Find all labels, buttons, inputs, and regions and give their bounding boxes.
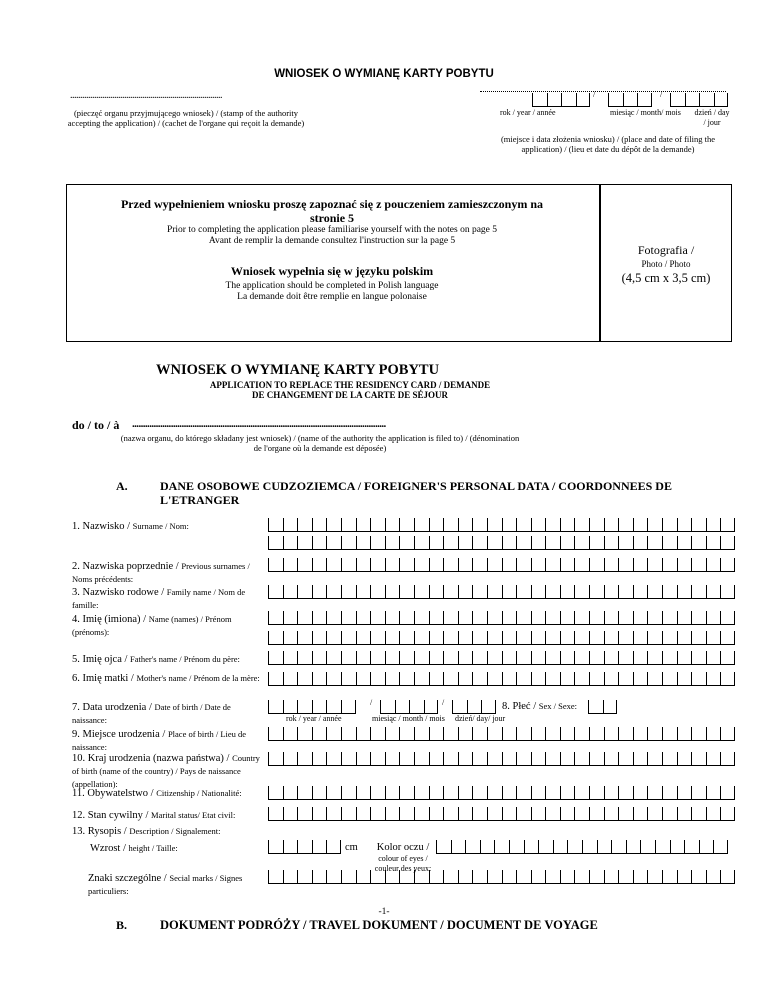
previous-surnames-boxes[interactable] [268,558,735,572]
notice-line2-en: The application should be completed in Polish language [225,281,439,291]
section-b-letter: B. [116,918,128,932]
stamp-dots: ............................................................................ [70,90,222,101]
photo-size: (4,5 cm x 3,5 cm) [621,271,711,285]
birth-place-boxes[interactable] [268,727,735,741]
place-dotted-line [480,91,726,92]
father-name-boxes[interactable] [268,651,735,665]
notice-line1-en: Prior to completing the application please familiarise yourself with the notes on page 5 [166,225,498,235]
notice-line1-bold: Przed wypełnieniem wniosku proszę zapoznać się z pouczeniem zamieszczonym na stronie 5 [120,197,544,225]
page-number: -1- [378,907,390,917]
place-caption: (miejsce i data złożenia wniosku) / (place and date of filing the application) / (lieu et date du dépôt de la demande) [500,134,716,154]
field-birth-country-label: 10. Kraj urodzenia (nazwa państwa) / Country of birth (name of the country) / Pays de naissance (appellation): [72,753,260,789]
addressee-prefix: do / to / à [72,418,120,432]
field-eye-colour-label: Kolor oczu / colour of eyes / couleur des yeux: [374,842,432,873]
photo-label: Fotografia / [637,243,695,257]
birth-month-caption: miesiąc / month / mois [372,714,445,723]
main-subtitle-2: DE CHANGEMENT DE LA CARTE DE SÉJOUR [251,390,449,400]
surname-boxes-1[interactable] [268,518,735,532]
field-special-marks-label: Znaki szczególne / Secial marks / Signes particuliers: [88,873,243,896]
birth-year-caption: rok / year / année [286,714,342,723]
family-name-boxes[interactable] [268,585,735,599]
field-father-name-label: 5. Imię ojca / Father's name / Prénom du père: [72,654,240,665]
notice-line2-fr: La demande doit être remplie en langue polonaise [237,292,427,302]
birth-country-boxes[interactable] [268,752,735,766]
field-birth-place-label: 9. Miejsce urodzenia / Place of birth / Lieu de naissance: [72,729,247,752]
field-citizenship-label: 11. Obywatelstwo / Citizenship / Nationalité: [72,788,242,799]
main-title: WNIOSEK O WYMIANĘ KARTY POBYTU [156,362,440,378]
field-birth-date-label: 7. Data urodzenia / Date of birth / Date de naissance: [72,702,231,725]
field-marital-status-label: 12. Stan cywilny / Marital status/ Etat civil: [72,810,236,821]
stamp-caption: (pieczęć organu przyjmującego wniosek) / (stamp of the authority accepting the application) / (cachet de l'organe qui reçoit la demande) [67,108,305,128]
names-boxes-2[interactable] [268,631,735,645]
section-b-heading: DOKUMENT PODRÓŻY / TRAVEL DOKUMENT / DOCUMENT DE VOYAGE [160,918,598,932]
birth-date-sep-2: / [442,698,445,707]
addressee-caption: (nazwa organu, do którego składany jest wniosek) / (name of the authority the application is filed to) / (dénomination de l'organe où la demande est déposée) [120,433,520,453]
notice-box [66,184,600,342]
filing-month-boxes[interactable] [608,93,652,107]
names-boxes-1[interactable] [268,611,735,625]
birth-day-caption: dzień/ day/ jour [455,714,506,723]
birth-date-sep-1: / [370,698,373,707]
height-unit: cm [345,842,358,853]
filing-day-caption: dzień / day / jour [694,108,730,127]
eye-colour-boxes[interactable] [436,840,728,854]
mother-name-boxes[interactable] [268,672,735,686]
field-names-label: 4. Imię (imiona) / Name (names) / Prénom (prénoms): [72,614,232,637]
field-family-name-label: 3. Nazwisko rodowe / Family name / Nom de famille: [72,587,246,610]
birth-day-boxes[interactable] [452,700,496,714]
photo-box [600,184,732,342]
field-height-label: Wzrost / height / Taille: [90,843,178,854]
section-a-letter: A. [116,479,128,493]
birth-month-boxes[interactable] [380,700,438,714]
notice-line1-fr: Avant de remplir la demande consultez l'instruction sur la page 5 [208,236,456,246]
field-mother-name-label: 6. Imię matki / Mother's name / Prénom de la mère: [72,673,260,684]
filing-month-caption: miesiąc / month/ mois [610,108,681,117]
photo-sub: Photo / Photo [641,259,691,269]
birth-year-boxes[interactable] [268,700,356,714]
field-previous-surnames-label: 2. Nazwiska poprzednie / Previous surnames / Noms précédents: [72,561,250,584]
marital-status-boxes[interactable] [268,807,735,821]
filing-year-boxes[interactable] [532,93,590,107]
addressee-field[interactable]: ...................................................................................................................... [132,418,386,430]
field-sex-label: 8. Płeć / Sex / Sexe: [502,701,577,712]
height-boxes[interactable] [268,840,341,854]
section-a-heading: DANE OSOBOWE CUDZOZIEMCA / FOREIGNER'S PERSONAL DATA / COORDONNEES DE L'ETRANGER [160,479,672,507]
surname-boxes-2[interactable] [268,536,735,550]
field-description-label: 13. Rysopis / Description / Signalement: [72,826,221,837]
filing-day-boxes[interactable] [670,93,728,107]
filing-year-caption: rok / year / année [500,108,556,117]
notice-line2-bold: Wniosek wypełnia się w języku polskim [230,264,434,278]
sex-boxes[interactable] [588,700,617,714]
citizenship-boxes[interactable] [268,786,735,800]
main-subtitle-1: APPLICATION TO REPLACE THE RESIDENCY CARD / DEMANDE [209,380,491,390]
filing-date-sep-1: / [593,90,596,99]
field-surname-label: 1. Nazwisko / Surname / Nom: [72,521,189,532]
filing-date-sep-2: / [660,90,663,99]
form-top-title: WNIOSEK O WYMIANĘ KARTY POBYTU [274,68,494,80]
special-marks-boxes[interactable] [268,870,735,884]
